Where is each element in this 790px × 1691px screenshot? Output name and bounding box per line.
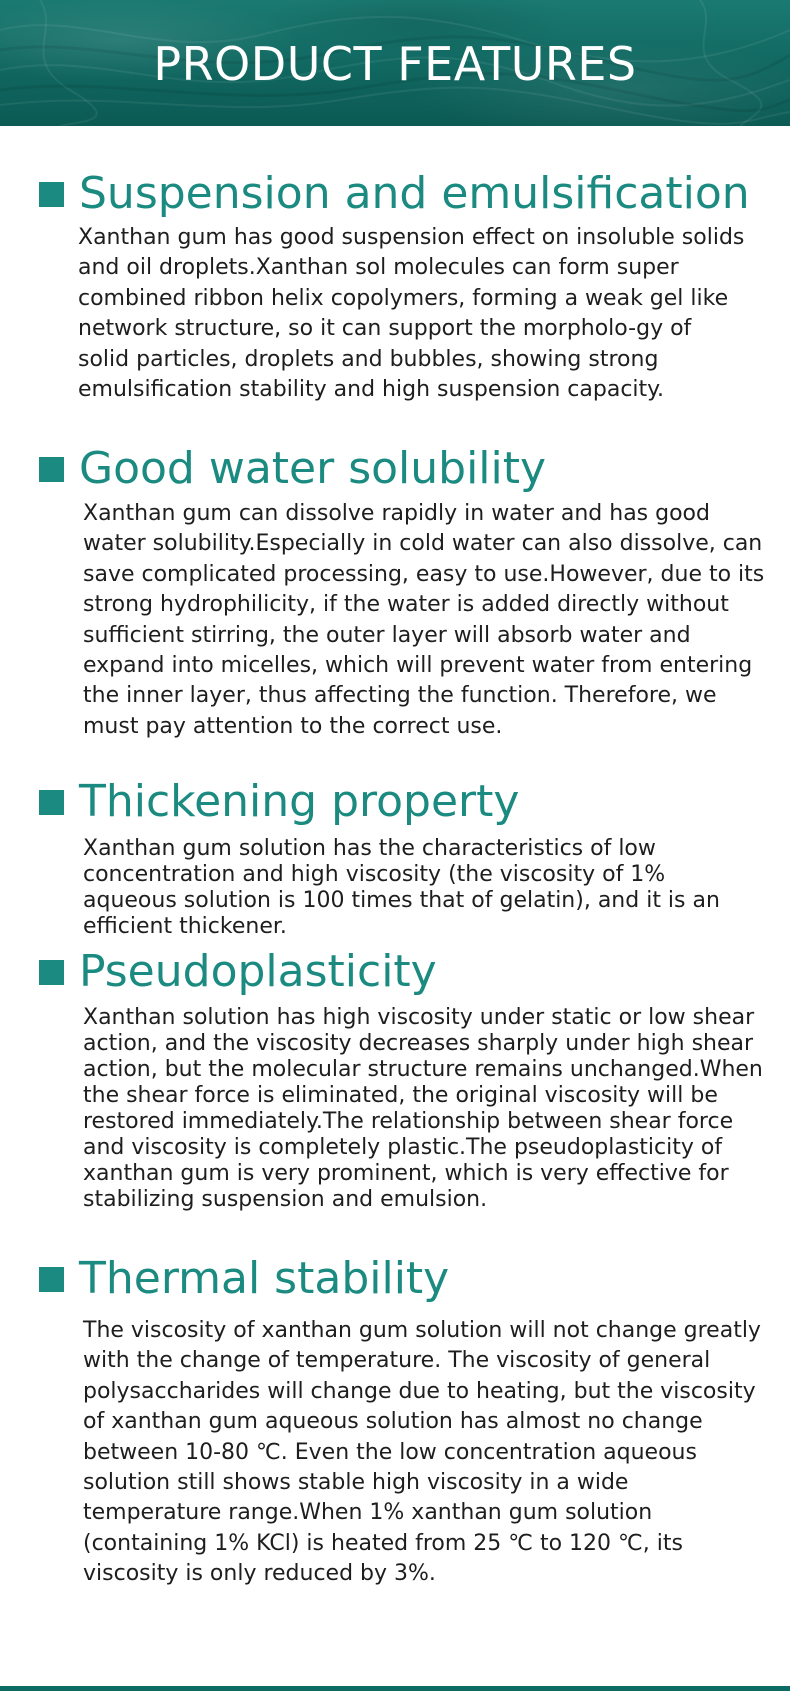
bullet-square-icon: [39, 182, 64, 207]
section-heading: Thermal stability: [79, 1253, 450, 1304]
bullet-square-icon: [39, 960, 64, 985]
section-heading: Pseudoplasticity: [79, 946, 437, 997]
bullet-square-icon: [39, 1267, 64, 1292]
section-heading: Good water solubility: [79, 443, 547, 494]
section-body: Xanthan gum can dissolve rapidly in water and has good water solubility.Especially in cold water can also dissolve, can save complicated processing, easy to use.However, due to its strong hydrophilicity, if the water is added directly without sufficient stirring, the outer layer will absorb water and expand into micelles, which will prevent water from entering the inner layer, thus affecting the function. Therefore, we must pay attention to the correct use.: [83, 501, 765, 739]
section-body: The viscosity of xanthan gum solution will not change greatly with the change of temperature. The viscosity of general polysaccharides will change due to heating, but the viscosity of xanthan gum aqueous solution has almost no change between 10-80 ℃. Even the low concentration aqueous solution still shows stable high viscosity in a wide temperature range.When 1% xanthan gum solution (containing 1% KCl) is heated from 25 ℃ to 120 ℃, its viscosity is only reduced by 3%.: [83, 1318, 761, 1587]
section-heading: Suspension and emulsification: [79, 168, 750, 219]
page-title: PRODUCT FEATURES: [153, 37, 637, 91]
section-body: Xanthan gum solution has the characteristics of low concentration and high viscosity (the viscosity of 1% aqueous solution is 100 times that of gelatin), and it is an efficient thickener.: [83, 836, 720, 939]
bullet-square-icon: [39, 790, 64, 815]
bottom-bar: [0, 1686, 790, 1691]
bullet-square-icon: [39, 457, 64, 482]
header-banner: [0, 0, 790, 126]
section-heading: Thickening property: [79, 776, 520, 827]
section-body: Xanthan gum has good suspension effect on insoluble solids and oil droplets.Xanthan sol molecules can form super combined ribbon helix copolymers, forming a weak gel like network structure, so it can support the morpholo-gy of solid particles, droplets and bubbles, showing strong emulsification stability and high suspension capacity.: [78, 225, 745, 403]
section-body: Xanthan solution has high viscosity under static or low shear action, and the viscosity decreases sharply under high shear action, but the molecular structure remains unchanged.When the shear force is eliminated, the original viscosity will be restored immediately.The relationship between shear force and viscosity is completely plastic.The pseudoplasticity of xanthan gum is very prominent, which is very effective for stabilizing suspension and emulsion.: [83, 1005, 763, 1212]
